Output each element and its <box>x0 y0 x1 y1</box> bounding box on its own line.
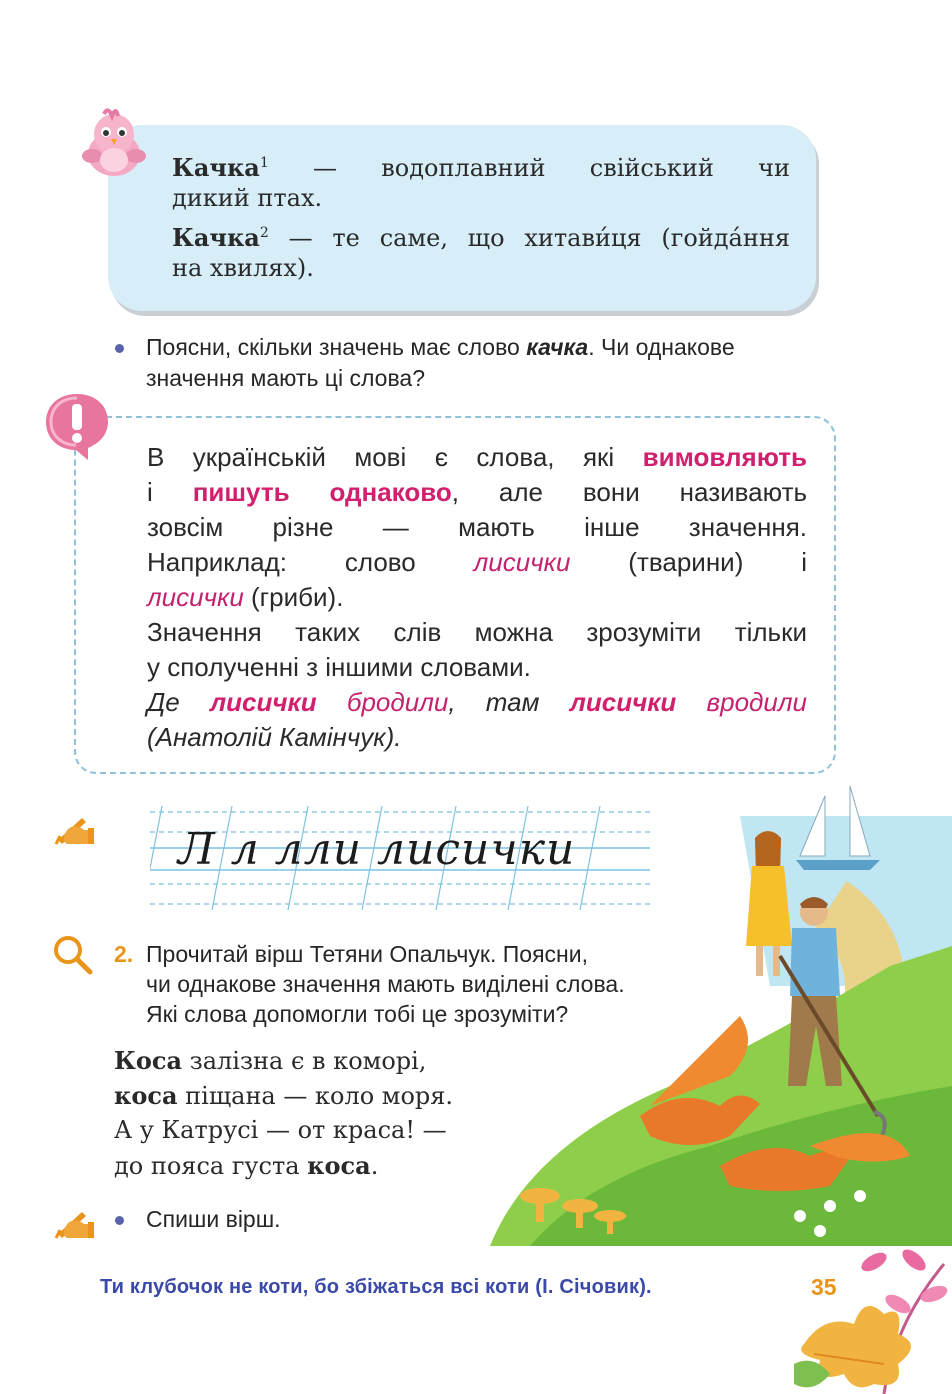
rule-line-1: В українській мові є слова, які вимовляють <box>147 442 807 472</box>
rule-line-5: лисички (гриби). <box>147 582 344 612</box>
autumn-leaves-icon <box>794 1244 952 1394</box>
task2-line-1: Прочитай вірш Тетяни Опальчук. Поясни, <box>146 941 588 967</box>
writing-hand-icon <box>52 810 96 846</box>
bird-icon <box>78 108 148 180</box>
rule-example-author: (Анатолій Камінчук). <box>147 722 402 752</box>
rule-line-3: зовсім різне — мають інше значення. <box>147 512 807 542</box>
rule-line-4: Наприклад: слово лисички (тварини) і <box>147 547 808 577</box>
writing-hand-icon <box>52 1204 96 1240</box>
task1-line-1: Поясни, скільки значень має слово качка. Чи однакове <box>146 334 735 360</box>
rule-example-line: Де лисички бродили, там лисички вродили <box>147 687 807 717</box>
definition-line-3: Качка$^2$ — те саме, що хитави́ця (гойда́ння <box>172 223 790 252</box>
task2-number: 2. <box>114 941 134 967</box>
footer-proverb: Ти клубочок не коти, бо збіжаться всі коти (І. Січовик). <box>100 1276 652 1298</box>
definition-line-2: дикий птах. <box>172 184 323 212</box>
rule-line-7: у сполученні з іншими словами. <box>147 652 531 682</box>
poem-line-2: коса піщана — коло моря. <box>114 1081 454 1110</box>
definition-line-4: на хвилях). <box>172 254 314 282</box>
poem-line-4: до пояса густа коса. <box>114 1151 379 1180</box>
definition-line-1: Качка$^1$ — водоплавний свійський чи <box>172 153 790 182</box>
rule-line-2: і пишуть однаково, але вони називають <box>147 477 808 507</box>
bullet-dot <box>115 344 124 353</box>
task2-line-2: чи однакове значення мають виділені слова. <box>146 971 625 997</box>
poem-line-1: Коса залізна є в коморі, <box>114 1046 427 1075</box>
exclamation-icon <box>42 390 112 462</box>
bullet-dot <box>115 1216 124 1225</box>
page-number: 35 <box>811 1274 837 1300</box>
rule-line-6: Значення таких слів можна зрозуміти тільки <box>147 617 807 647</box>
task1-line-2: значення мають ці слова? <box>146 365 425 391</box>
task3-text: Спиши вірш. <box>146 1206 281 1232</box>
poem-line-3: А у Катрусі — от краса! — <box>114 1116 447 1144</box>
magnifier-icon <box>52 934 94 976</box>
handwriting-sample: Л л лли лисички <box>178 824 576 875</box>
task2-line-3: Які слова допомогли тобі це зрозуміти? <box>146 1001 569 1027</box>
